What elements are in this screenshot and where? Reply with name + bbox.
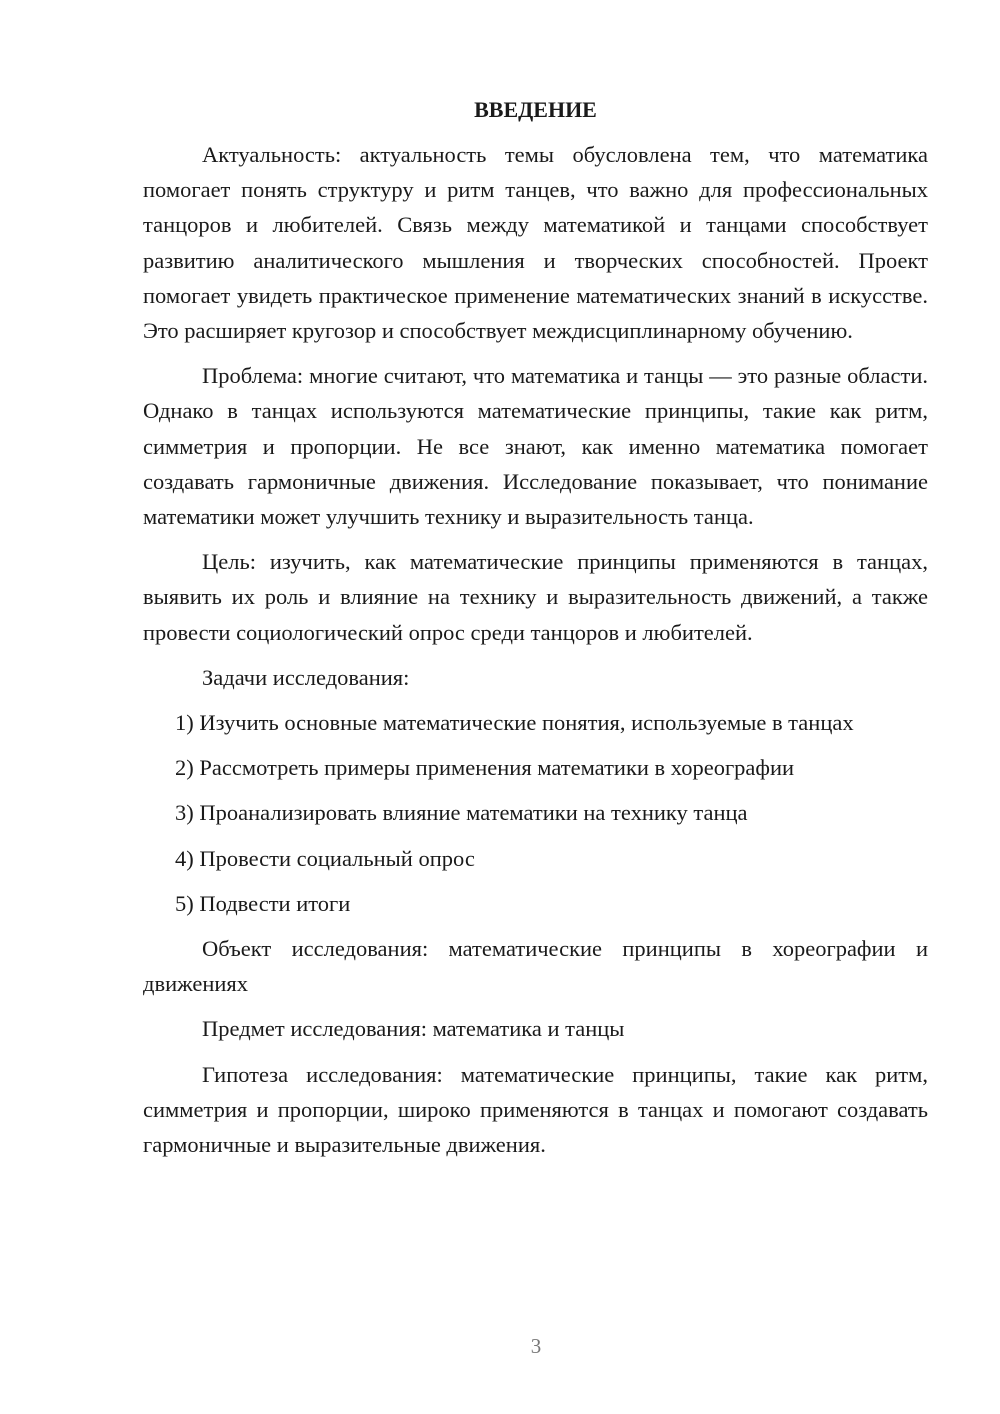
task-text: Рассмотреть примеры применения математики в хореографии (199, 755, 795, 781)
problem-paragraph: Проблема: многие считают, что математика и танцы — это разные области. Однако в танцах используются математические принципы, такие как ритм, симметрия и пропорции. Не все знают, как именно математика помогает создавать гармоничные движения. Исследование показывает, что понимание математики может улучшить технику и выразительность танца. (143, 363, 928, 530)
subject-paragraph: Предмет исследования: математика и танцы (202, 1016, 625, 1042)
task-item-1 (143, 705, 928, 740)
task-text: Изучить основные математические понятия, используемые в танцах (199, 710, 854, 736)
page-title: ВВЕДЕНИЕ (474, 97, 597, 122)
hypothesis-paragraph: Гипотеза исследования: математические принципы, такие как ритм, симметрия и пропорции, широко применяются в танцах и помогают создавать гармоничные и выразительные движения. (143, 1061, 928, 1158)
object-paragraph: Объект исследования: математические принципы в хореографии и движениях (143, 936, 928, 997)
task-number: 1) (175, 710, 194, 736)
task-number: 2) (175, 755, 194, 781)
task-item-4 (143, 841, 928, 876)
task-text: Подвести итоги (199, 890, 351, 916)
goal-paragraph: Цель: изучить, как математические принципы применяются в танцах, выявить их роль и влияние на технику и выразительность движений, а также провести социологический опрос среди танцоров и любителей. (143, 549, 928, 645)
task-item-2 (143, 750, 928, 785)
tasks-list (143, 705, 928, 921)
task-number: 4) (175, 845, 194, 871)
task-item-5 (143, 886, 928, 921)
task-text: Провести социальный опрос (199, 845, 475, 871)
page-content (143, 92, 928, 1172)
task-number: 3) (175, 800, 194, 826)
tasks-heading: Задачи исследования: (202, 664, 410, 690)
task-number: 5) (175, 890, 194, 916)
page-number: 3 (530, 1334, 542, 1358)
task-text: Проанализировать влияние математики на технику танца (199, 800, 748, 826)
relevance-paragraph: Актуальность: актуальность темы обусловлена тем, что математика помогает понять структуру и ритм танцев, что важно для профессиональных танцоров и любителей. Связь между математикой и танцами способствует развитию аналитического мышления и творческих способностей. Проект помогает увидеть практическое применение математических знаний в искусстве. Это расширяет кругозор и способствует междисциплинарному обучению. (143, 142, 928, 344)
task-item-3 (143, 795, 928, 830)
